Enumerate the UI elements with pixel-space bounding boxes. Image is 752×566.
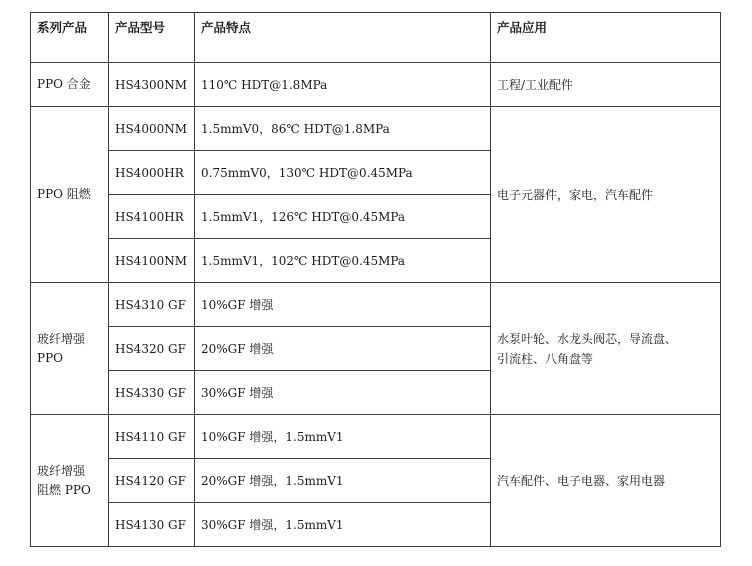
series-label-line: PPO xyxy=(37,350,63,365)
header-application: 产品应用 xyxy=(491,13,721,63)
feature-cell: 1.5mmV0，86℃ HDT@1.8MPa xyxy=(195,107,491,151)
series-cell xyxy=(31,107,109,283)
application-text: 工程/工业配件 xyxy=(497,77,574,92)
feature-cell: 20%GF 增强 xyxy=(195,327,491,371)
series-cell xyxy=(31,415,109,547)
model-cell: HS4000NM xyxy=(109,107,195,151)
application-cell xyxy=(491,415,721,547)
application-text-line: 水泵叶轮、水龙头阀芯，导流盘、 xyxy=(497,331,678,346)
series-label: PPO 合金 xyxy=(37,77,91,91)
series-label-line: 阻燃 PPO xyxy=(37,482,91,497)
series-label-line: 玻纤增强 xyxy=(37,331,86,346)
series-cell xyxy=(31,283,109,415)
model-cell: HS4330 GF xyxy=(109,371,195,415)
series-cell xyxy=(31,63,109,107)
feature-cell: 30%GF 增强 xyxy=(195,371,491,415)
application-cell xyxy=(491,63,721,107)
model-cell: HS4310 GF xyxy=(109,283,195,327)
model-cell: HS4300NM xyxy=(109,63,195,107)
feature-cell: 110℃ HDT@1.8MPa xyxy=(195,63,491,107)
table-row xyxy=(31,107,721,151)
series-label-line: 玻纤增强 xyxy=(37,463,86,478)
table-row xyxy=(31,63,721,107)
feature-cell: 1.5mmV1，126℃ HDT@0.45MPa xyxy=(195,195,491,239)
header-features: 产品特点 xyxy=(195,13,491,63)
application-cell xyxy=(491,107,721,283)
series-label: PPO 阻燃 xyxy=(37,187,91,201)
model-cell: HS4110 GF xyxy=(109,415,195,459)
model-cell: HS4100NM xyxy=(109,239,195,283)
model-cell: HS4320 GF xyxy=(109,327,195,371)
application-text: 汽车配件、电子电器、家用电器 xyxy=(497,473,666,488)
application-text-line: 引流柱、八角盘等 xyxy=(497,351,594,366)
header-series: 系列产品 xyxy=(31,13,109,63)
model-cell: HS4120 GF xyxy=(109,459,195,503)
feature-cell: 10%GF 增强 xyxy=(195,283,491,327)
model-cell: HS4130 GF xyxy=(109,503,195,547)
application-cell xyxy=(491,283,721,415)
application-text: 电子元器件，家电，汽车配件 xyxy=(497,187,654,202)
model-cell: HS4100HR xyxy=(109,195,195,239)
feature-cell: 30%GF 增强，1.5mmV1 xyxy=(195,503,491,547)
feature-cell: 0.75mmV0，130℃ HDT@0.45MPa xyxy=(195,151,491,195)
model-cell: HS4000HR xyxy=(109,151,195,195)
feature-cell: 10%GF 增强，1.5mmV1 xyxy=(195,415,491,459)
feature-cell: 1.5mmV1，102℃ HDT@0.45MPa xyxy=(195,239,491,283)
table-row xyxy=(31,283,721,327)
header-row xyxy=(31,13,721,63)
header-model: 产品型号 xyxy=(109,13,195,63)
product-spec-table xyxy=(30,12,721,547)
feature-cell: 20%GF 增强，1.5mmV1 xyxy=(195,459,491,503)
table-row xyxy=(31,415,721,459)
